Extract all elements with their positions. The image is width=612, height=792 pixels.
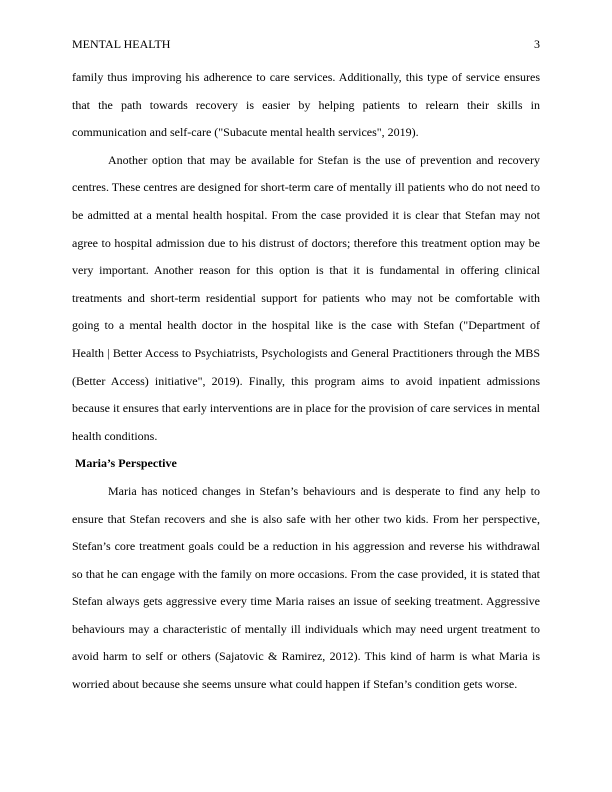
body-paragraph-2: Another option that may be available for Stefan is the use of prevention and recovery centres. These centres are designed for short-term care of mentally ill patients who do not need to be admitted at a mental health hospital. From the case provided it is clear that Stefan may not agree to hospital admission due to his distrust of doctors; therefore this treatment option may be very important. Another reason for this option is that it is fundamental in offering clinical treatments and short-term residential support for patients who may not be comfortable with going to a mental health doctor in the hospital like is the case with Stefan ("Department of Health | Better Access to Psychiatrists, Psychologists and General Practitioners through the MBS (Better Access) initiative", 2019). Finally, this program aims to avoid inpatient admissions because it ensures that early interventions are in place for the provision of care services in mental health conditions. [72,152,540,443]
body-paragraph-1: family thus improving his adherence to care services. Additionally, this type of service ensures that the path towards recovery is easier by helping patients to relearn their skills in communication and self-care ("Subacute mental health services", 2019). [72,70,540,140]
page-header [72,36,540,52]
running-head: MENTAL HEALTH [72,37,171,51]
section-heading: Maria’s Perspective [75,456,177,471]
document-body [72,64,540,699]
page-number: 3 [534,37,540,51]
body-paragraph-3: Maria has noticed changes in Stefan’s behaviours and is desperate to find any help to ensure that Stefan recovers and she is also safe with her other two kids. From her perspective, Stefan’s core treatment goals could be a reduction in his aggression and reverse his withdrawal so that he can engage with the family on more occasions. From the case provided, it is stated that Stefan always gets aggressive every time Maria raises an issue of seeking treatment. Aggressive behaviours may a characteristic of mentally ill individuals which may need urgent treatment to avoid harm to self or others (Sajatovic & Ramirez, 2012). This kind of harm is what Maria is worried about because she seems unsure what could happen if Stefan’s condition gets worse. [72,483,540,692]
